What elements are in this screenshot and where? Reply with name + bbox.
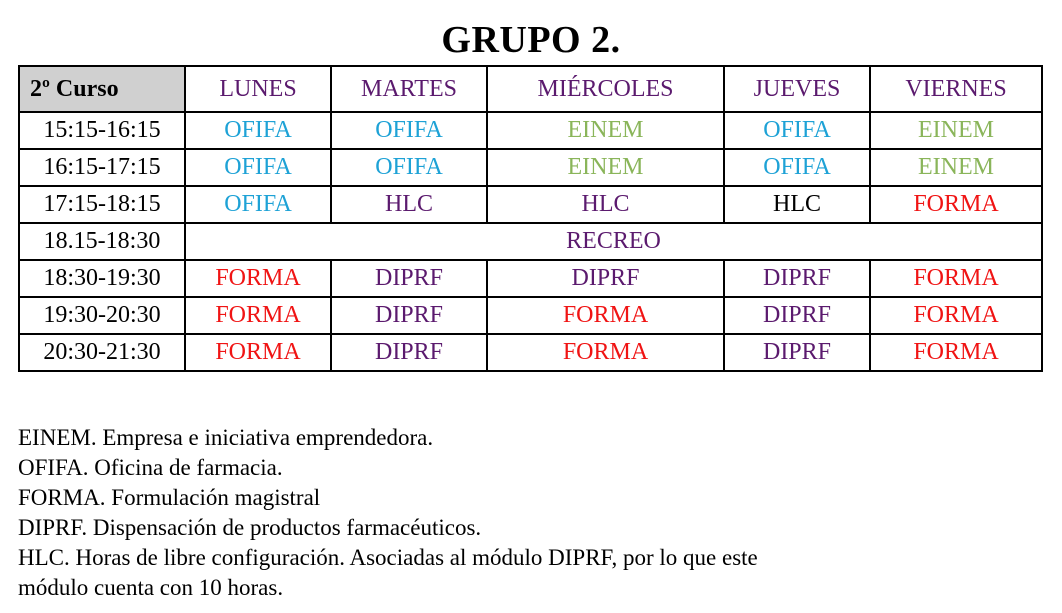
legend-item: DIPRF. Dispensación de productos farmacéuticos. [18,515,482,540]
subject-cell: HLC [724,186,870,223]
subject-cell: OFIFA [331,149,487,186]
subject-cell: DIPRF [724,297,870,334]
subject-cell: DIPRF [724,334,870,371]
legend-item: EINEM. Empresa e iniciativa emprendedora. [18,425,434,450]
time-slot: 18.15-18:30 [19,223,185,260]
day-header: JUEVES [724,66,870,112]
day-header: MIÉRCOLES [487,66,724,112]
subject-cell: FORMA [185,260,331,297]
table-row [19,186,1042,223]
table-row [19,112,1042,149]
break-cell: RECREO [185,223,1042,260]
legend-item: OFIFA. Oficina de farmacia. [18,455,283,480]
subject-cell: EINEM [870,112,1042,149]
time-slot: 16:15-17:15 [19,149,185,186]
time-slot: 20:30-21:30 [19,334,185,371]
subject-cell: HLC [331,186,487,223]
subject-cell: FORMA [870,334,1042,371]
subject-cell: FORMA [487,334,724,371]
page-title: GRUPO 2. [441,19,621,61]
table-row [19,149,1042,186]
subject-cell: FORMA [870,186,1042,223]
subject-cell: FORMA [870,297,1042,334]
subject-cell: HLC [487,186,724,223]
legend [18,423,758,603]
subject-cell: FORMA [870,260,1042,297]
table-row [19,297,1042,334]
subject-cell: DIPRF [724,260,870,297]
time-slot: 19:30-20:30 [19,297,185,334]
table-row [19,260,1042,297]
subject-cell: DIPRF [331,260,487,297]
table-row [19,223,1042,260]
subject-cell: EINEM [487,149,724,186]
legend-item: HLC. Horas de libre configuración. Asociadas al módulo DIPRF, por lo que este [18,545,758,570]
subject-cell: OFIFA [724,112,870,149]
day-header: LUNES [185,66,331,112]
subject-cell: DIPRF [487,260,724,297]
legend-item: FORMA. Formulación magistral [18,485,321,510]
subject-cell: OFIFA [185,186,331,223]
subject-cell: DIPRF [331,297,487,334]
corner-cell: 2º Curso [19,66,185,112]
subject-cell: OFIFA [185,112,331,149]
time-slot: 18:30-19:30 [19,260,185,297]
subject-cell: OFIFA [331,112,487,149]
subject-cell: EINEM [487,112,724,149]
header-row [19,66,1042,112]
subject-cell: FORMA [185,297,331,334]
day-header: VIERNES [870,66,1042,112]
time-slot: 17:15-18:15 [19,186,185,223]
subject-cell: FORMA [185,334,331,371]
subject-cell: OFIFA [724,149,870,186]
legend-item: módulo cuenta con 10 horas. [18,575,284,600]
subject-cell: FORMA [487,297,724,334]
subject-cell: EINEM [870,149,1042,186]
day-header: MARTES [331,66,487,112]
schedule-table [18,65,1043,372]
subject-cell: OFIFA [185,149,331,186]
subject-cell: DIPRF [331,334,487,371]
time-slot: 15:15-16:15 [19,112,185,149]
table-row [19,334,1042,371]
